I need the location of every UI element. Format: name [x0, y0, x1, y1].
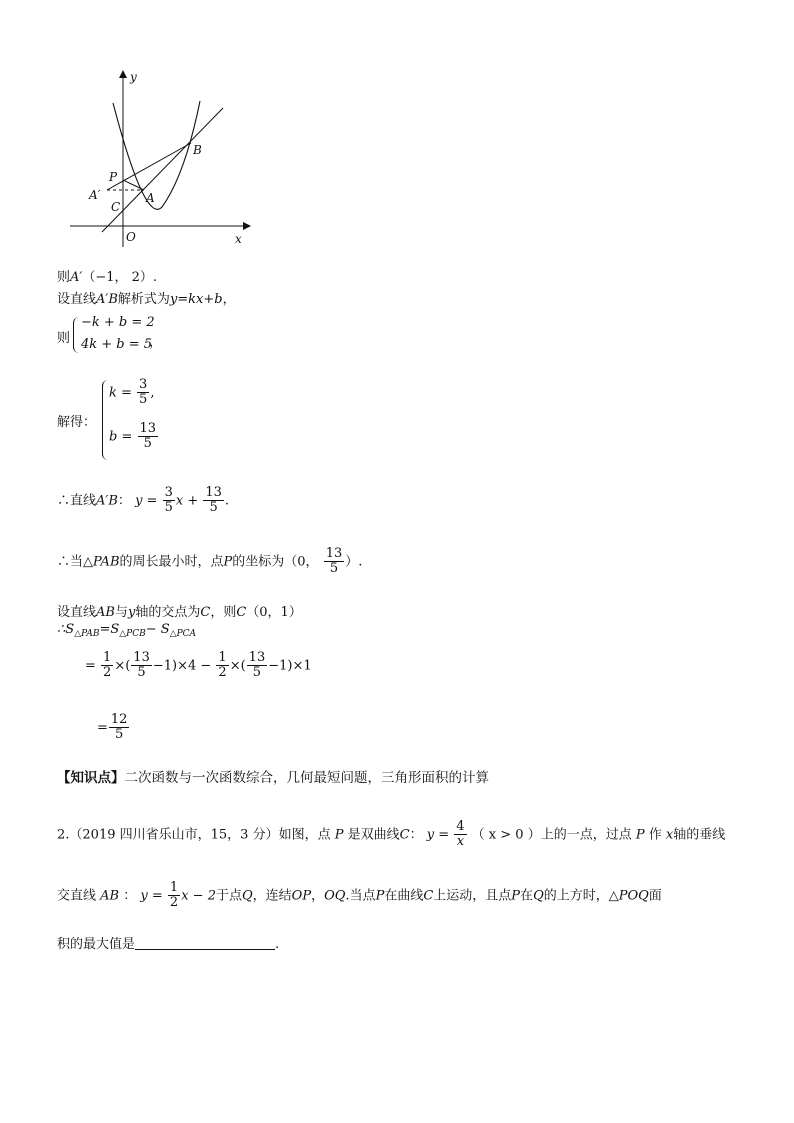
text: ， — [222, 292, 236, 307]
line-c-point — [57, 601, 302, 620]
text: 与 — [114, 605, 128, 620]
numerator: 3 — [139, 377, 148, 392]
label-a: A — [146, 191, 155, 205]
subscript: △PCB — [119, 629, 146, 639]
text: ∴当△ — [57, 554, 93, 570]
fraction — [247, 651, 268, 681]
numerator: 1 — [103, 650, 112, 665]
denominator: 2 — [169, 895, 179, 911]
text: ，则 — [210, 605, 237, 620]
text: ： — [409, 827, 423, 843]
subscript: △PAB — [74, 629, 100, 639]
text: . — [275, 937, 280, 952]
parabola-figure — [60, 65, 260, 255]
text: = — [97, 720, 108, 736]
text: 则 — [57, 270, 71, 285]
line-pa — [123, 180, 144, 190]
text: .当点 — [345, 888, 376, 904]
text: k = — [109, 385, 132, 401]
line-p-coords — [57, 547, 362, 577]
system-row-2: 4k + b = 5 — [81, 337, 153, 352]
text: 则 — [57, 331, 71, 346]
text: 在曲线 — [384, 888, 424, 904]
var: C — [423, 888, 434, 904]
b-solution — [109, 422, 159, 452]
label-c: C — [111, 200, 121, 214]
label-o: O — [126, 230, 136, 244]
text: ∴S — [57, 622, 75, 637]
var: Q — [241, 888, 253, 904]
denominator: 5 — [143, 436, 152, 452]
text: ， — [311, 888, 325, 904]
label-b: B — [193, 143, 202, 157]
fraction — [137, 378, 149, 408]
text: b = — [109, 429, 133, 445]
denominator: 5 — [137, 665, 146, 681]
knowledge-label: 【知识点】 — [57, 770, 125, 786]
numerator: 3 — [164, 485, 173, 500]
text: 设直线 — [57, 292, 97, 307]
fraction — [101, 651, 113, 681]
denominator: 5 — [252, 665, 262, 681]
line-area-relation — [57, 622, 196, 639]
label-x: x — [235, 232, 242, 246]
text: 设直线 — [57, 605, 97, 620]
var: C — [399, 827, 410, 843]
numerator: 4 — [456, 819, 465, 834]
fraction — [138, 422, 159, 452]
text: 的周长最小时，点 — [119, 554, 224, 570]
var: Q — [533, 888, 544, 904]
fraction — [216, 651, 228, 681]
subscript: △PCA — [169, 629, 197, 639]
text: . — [224, 493, 230, 509]
var-a-prime: A′ — [70, 270, 83, 285]
line-set-equation — [57, 288, 236, 307]
numerator: 13 — [139, 421, 157, 436]
text: 积的最大值是 — [57, 937, 136, 952]
var: P — [375, 888, 385, 904]
fraction — [203, 486, 224, 516]
label-p: P — [109, 170, 118, 184]
numerator: 13 — [205, 485, 222, 500]
text: 2.（2019 四川省乐山市，15，3 分）如图，点 — [57, 827, 331, 843]
denominator: 5 — [164, 500, 173, 516]
var: PAB — [93, 554, 120, 570]
fraction — [324, 547, 345, 577]
problem2-line2 — [57, 881, 662, 911]
line-result-equation — [57, 486, 229, 516]
text: ）. — [345, 554, 363, 570]
fraction — [109, 713, 130, 743]
var: C — [236, 605, 247, 620]
text: ： — [117, 493, 131, 509]
var: OQ — [324, 888, 346, 904]
text: y = — [426, 827, 450, 843]
numerator: 12 — [110, 712, 128, 727]
text: 上运动，且点 — [433, 888, 512, 904]
text: 面 — [648, 888, 662, 904]
var: POQ — [618, 888, 649, 904]
label-y: y — [130, 70, 137, 84]
numerator: 13 — [325, 546, 343, 561]
var: P — [334, 827, 344, 843]
fraction — [131, 651, 152, 681]
system-row-1: −k + b = 2 — [81, 315, 155, 330]
text: x + — [175, 493, 199, 509]
text: 轴的垂线 — [673, 827, 726, 843]
numerator: 13 — [133, 650, 150, 665]
denominator: x — [456, 834, 465, 850]
denominator: 5 — [329, 561, 339, 577]
var: A′B — [96, 292, 118, 307]
text: ×( — [229, 658, 246, 674]
coords: （0，1） — [246, 605, 302, 620]
system-one — [57, 315, 257, 357]
denominator: 5 — [139, 392, 148, 408]
var: x — [665, 827, 674, 843]
brace — [73, 317, 79, 353]
text: 交直线 — [57, 888, 97, 904]
text: 作 — [648, 827, 662, 843]
denominator: 5 — [115, 727, 124, 743]
denominator: 5 — [209, 500, 218, 516]
text: y = — [140, 888, 163, 904]
var: P — [223, 554, 233, 570]
var: y — [127, 605, 136, 620]
text: 是双曲线 — [347, 827, 400, 843]
var: AB — [100, 888, 120, 904]
numerator: 13 — [248, 650, 266, 665]
text: ×( — [114, 658, 131, 674]
line-a-prime-coords — [57, 266, 157, 285]
var: P — [511, 888, 521, 904]
numerator: 1 — [218, 650, 227, 665]
var: AB — [96, 605, 115, 620]
fraction — [163, 486, 175, 516]
text: （ x > 0 ）上的一点，过点 — [471, 827, 632, 843]
brace — [102, 380, 108, 460]
answer-blank[interactable] — [135, 937, 275, 950]
denominator: 2 — [103, 665, 112, 681]
text: − S — [145, 622, 170, 637]
text: = — [85, 658, 96, 674]
denominator: 2 — [218, 665, 227, 681]
equation: y=kx+b — [169, 292, 223, 307]
fraction — [454, 820, 466, 850]
parabola-curve — [113, 101, 200, 209]
text: 在 — [520, 888, 534, 904]
problem2-line1 — [57, 820, 725, 850]
text: ，连结 — [252, 888, 292, 904]
text: 的上方时，△ — [543, 888, 619, 904]
coords: （−1， 2）. — [82, 270, 158, 285]
text: 于点 — [215, 888, 242, 904]
line-a1b — [107, 143, 191, 190]
text: 轴的交点为 — [135, 605, 201, 620]
system-two — [57, 378, 257, 464]
line-area-result — [97, 713, 130, 743]
text: ， — [149, 335, 163, 350]
var: OP — [291, 888, 312, 904]
text: 解析式为 — [117, 292, 170, 307]
text: ∴直线 — [57, 493, 97, 509]
text: −1)×1 — [268, 658, 312, 674]
text: x − 2 — [181, 888, 216, 904]
text: 的坐标为（0， — [232, 554, 319, 570]
fraction — [168, 881, 180, 911]
var: A′B — [96, 493, 118, 509]
numerator: 1 — [169, 880, 179, 895]
knowledge-point — [57, 766, 489, 786]
var: C — [200, 605, 211, 620]
text: =S — [99, 622, 120, 637]
text: 解得： — [57, 415, 97, 430]
knowledge-text: 二次函数与一次函数综合，几何最短问题，三角形面积的计算 — [124, 770, 489, 786]
k-solution — [109, 378, 154, 408]
text: −1)×4 − — [152, 658, 212, 674]
problem2-line3 — [57, 933, 279, 952]
var: P — [635, 827, 645, 843]
text: y = — [135, 493, 158, 509]
text: ： — [123, 888, 137, 904]
text: , — [150, 385, 155, 401]
label-a-prime: A′ — [89, 188, 101, 202]
line-area-calc — [85, 651, 312, 681]
